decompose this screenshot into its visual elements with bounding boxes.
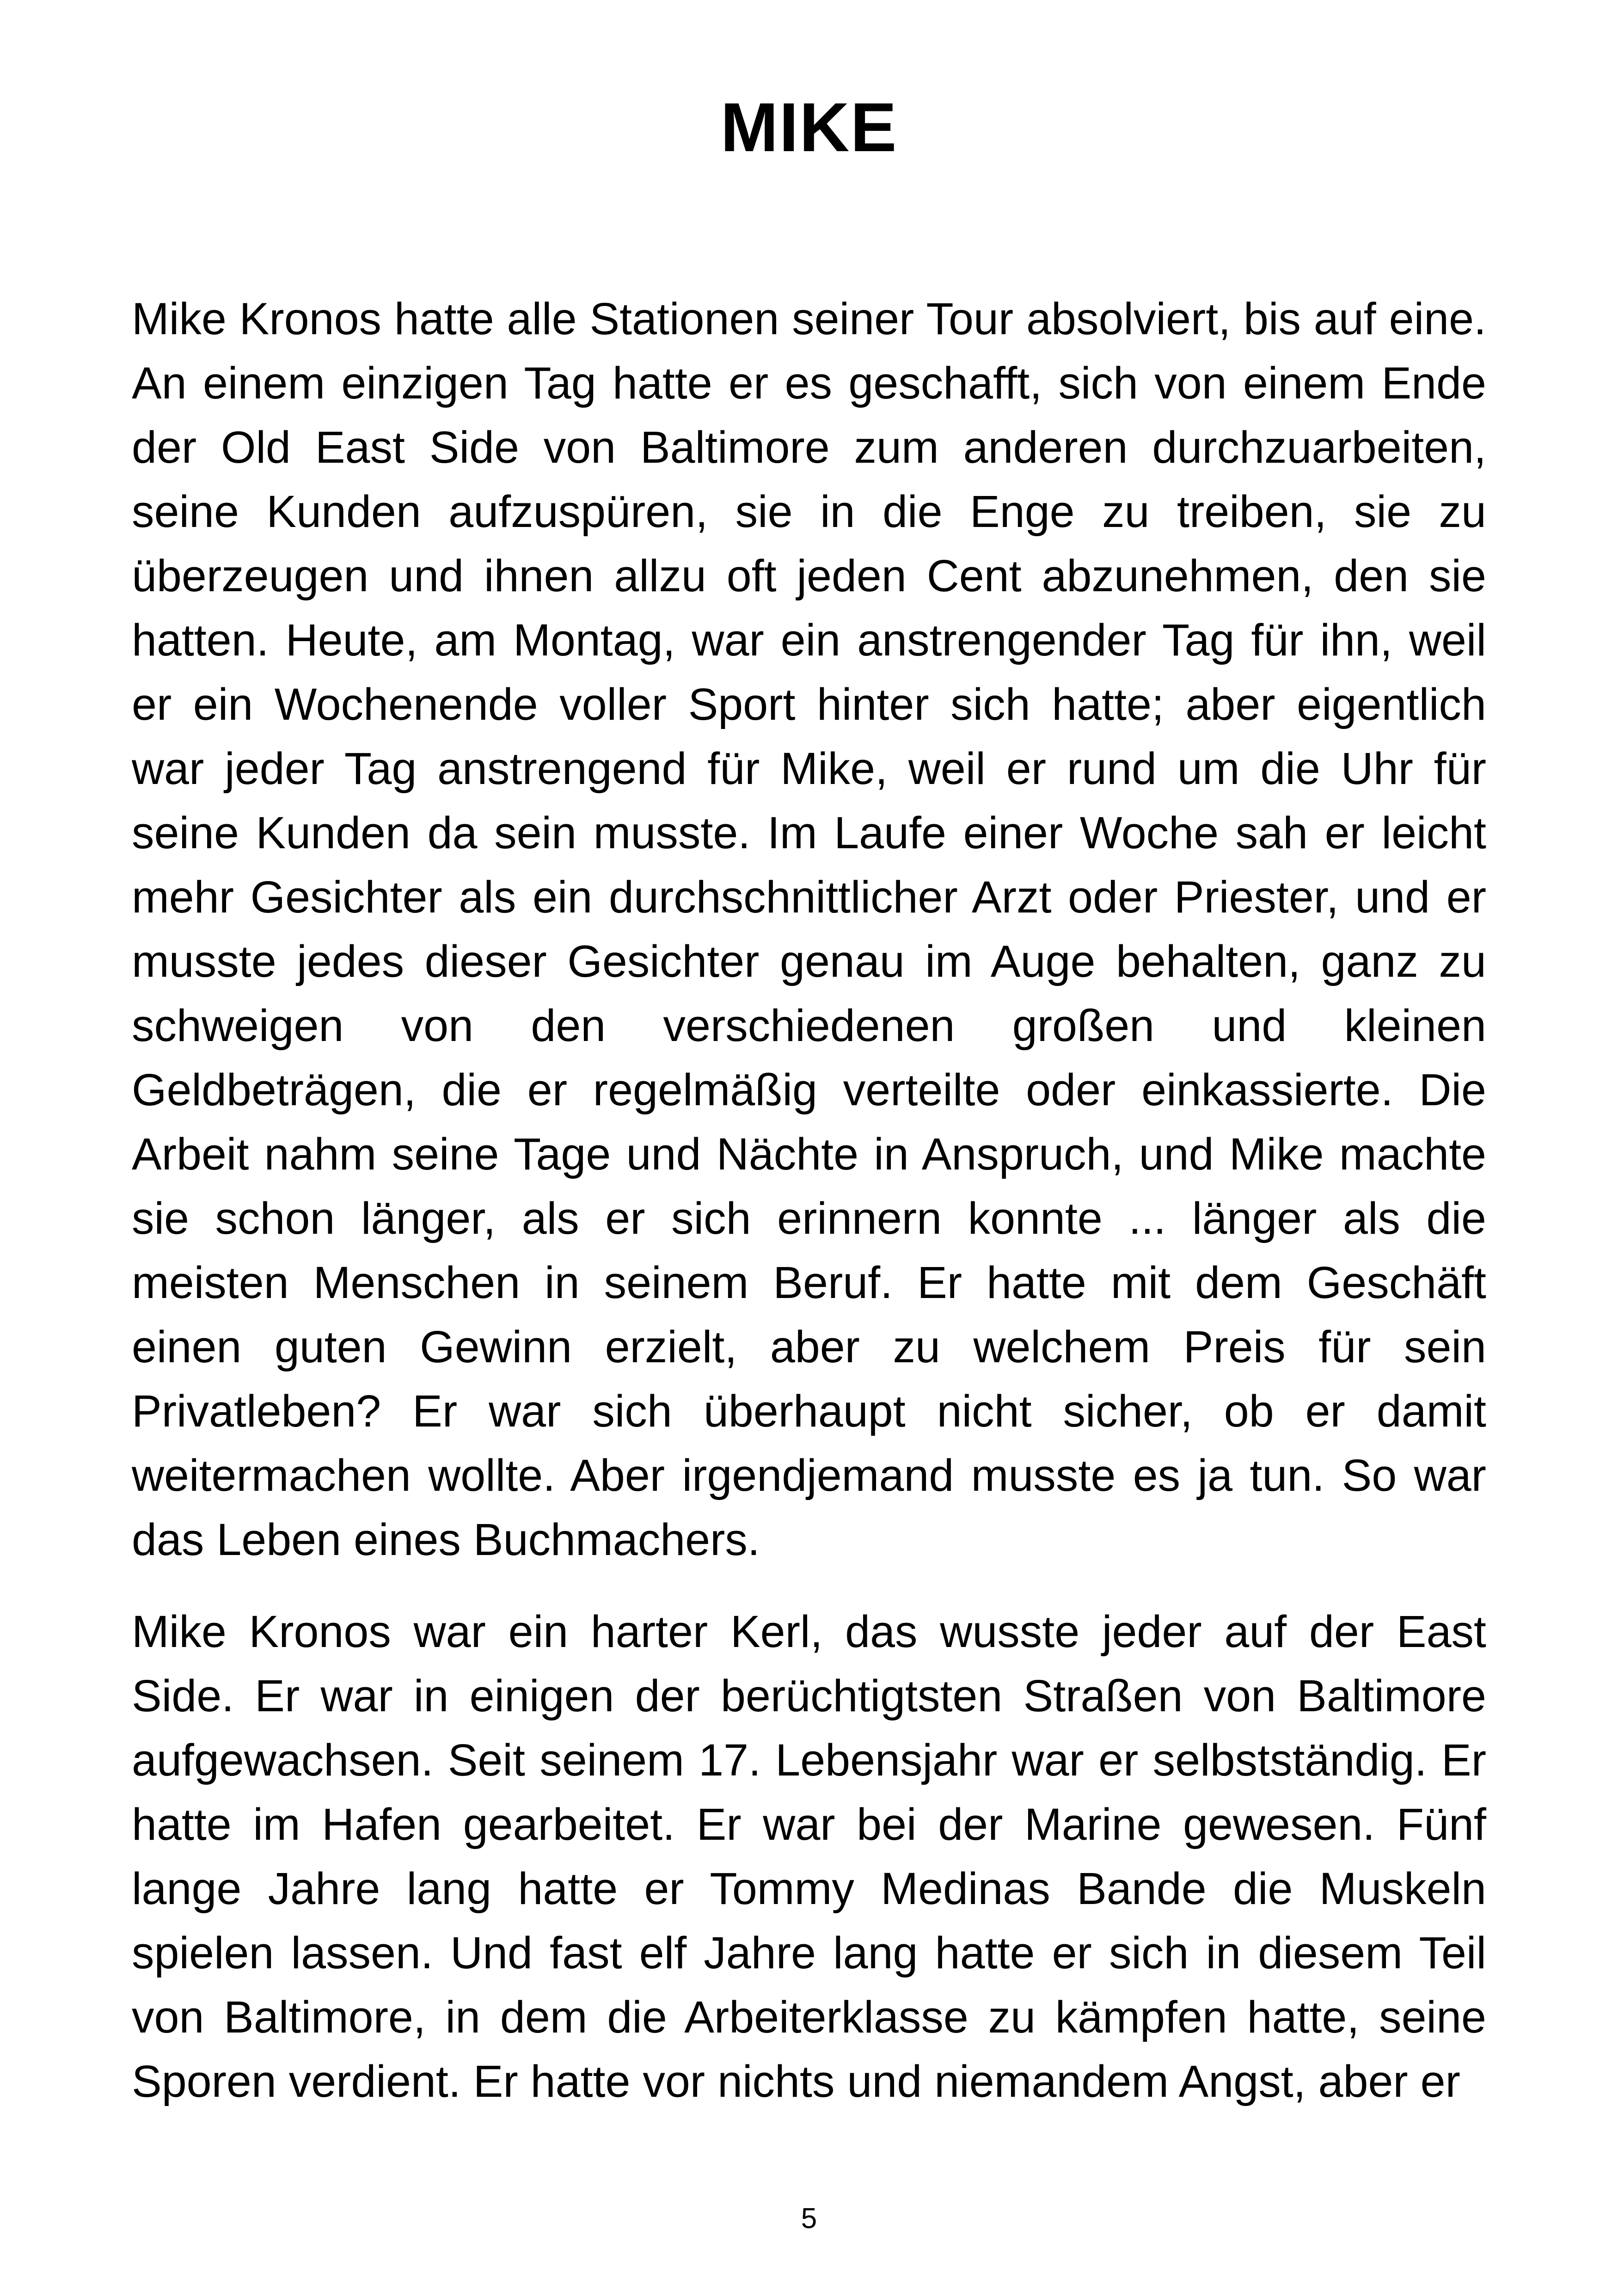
paragraph: Mike Kronos war ein harter Kerl, das wusste jeder auf der East Side. Er war in einigen der berüchtigtsten Straßen von Baltimore aufgewachsen. Seit seinem 17. Lebensjahr war er selbstständig. Er hatte im Hafen gearbeitet. Er war bei der Marine gewesen. Fünf lange Jahre lang hatte er Tommy Medinas Bande die Muskeln spielen lassen. Und fast elf Jahre lang hatte er sich in diesem Teil von Baltimore, in dem die Arbeiterklasse zu kämpfen hatte, seine Sporen verdient. Er hatte vor nichts und niemandem Angst, aber er	[132, 1606, 1486, 2106]
body-text	[132, 287, 1486, 2141]
paragraph: Mike Kronos hatte alle Stationen seiner Tour absolviert, bis auf eine. An einem einzigen Tag hatte er es geschafft, sich von einem Ende der Old East Side von Baltimore zum anderen durchzuarbeiten, seine Kunden aufzuspüren, sie in die Enge zu treiben, sie zu überzeugen und ihnen allzu oft jeden Cent abzunehmen, den sie hatten. Heute, am Montag, war ein anstrengender Tag für ihn, weil er ein Wochenende voller Sport hinter sich hatte; aber eigentlich war jeder Tag anstrengend für Mike, weil er rund um die Uhr für seine Kunden da sein musste. Im Laufe einer Woche sah er leicht mehr Gesichter als ein durchschnittlicher Arzt oder Priester, und er musste jedes dieser Gesichter genau im Auge behalten, ganz zu schweigen von den verschiedenen großen und kleinen Geldbeträgen, die er regelmäßig verteilte oder einkassierte. Die Arbeit nahm seine Tage und Nächte in Anspruch, und Mike machte sie schon länger, als er sich erinnern konnte ... länger als die meisten Menschen in seinem Beruf. Er hatte mit dem Geschäft einen guten Gewinn erzielt, aber zu welchem Preis für sein Privatleben? Er war sich überhaupt nicht sicher, ob er damit weitermachen wollte. Aber irgendjemand musste es ja tun. So war das Leben eines Buchmachers.	[132, 294, 1486, 1565]
chapter-title: MIKE	[720, 88, 898, 166]
page-number: 5	[801, 2203, 817, 2235]
